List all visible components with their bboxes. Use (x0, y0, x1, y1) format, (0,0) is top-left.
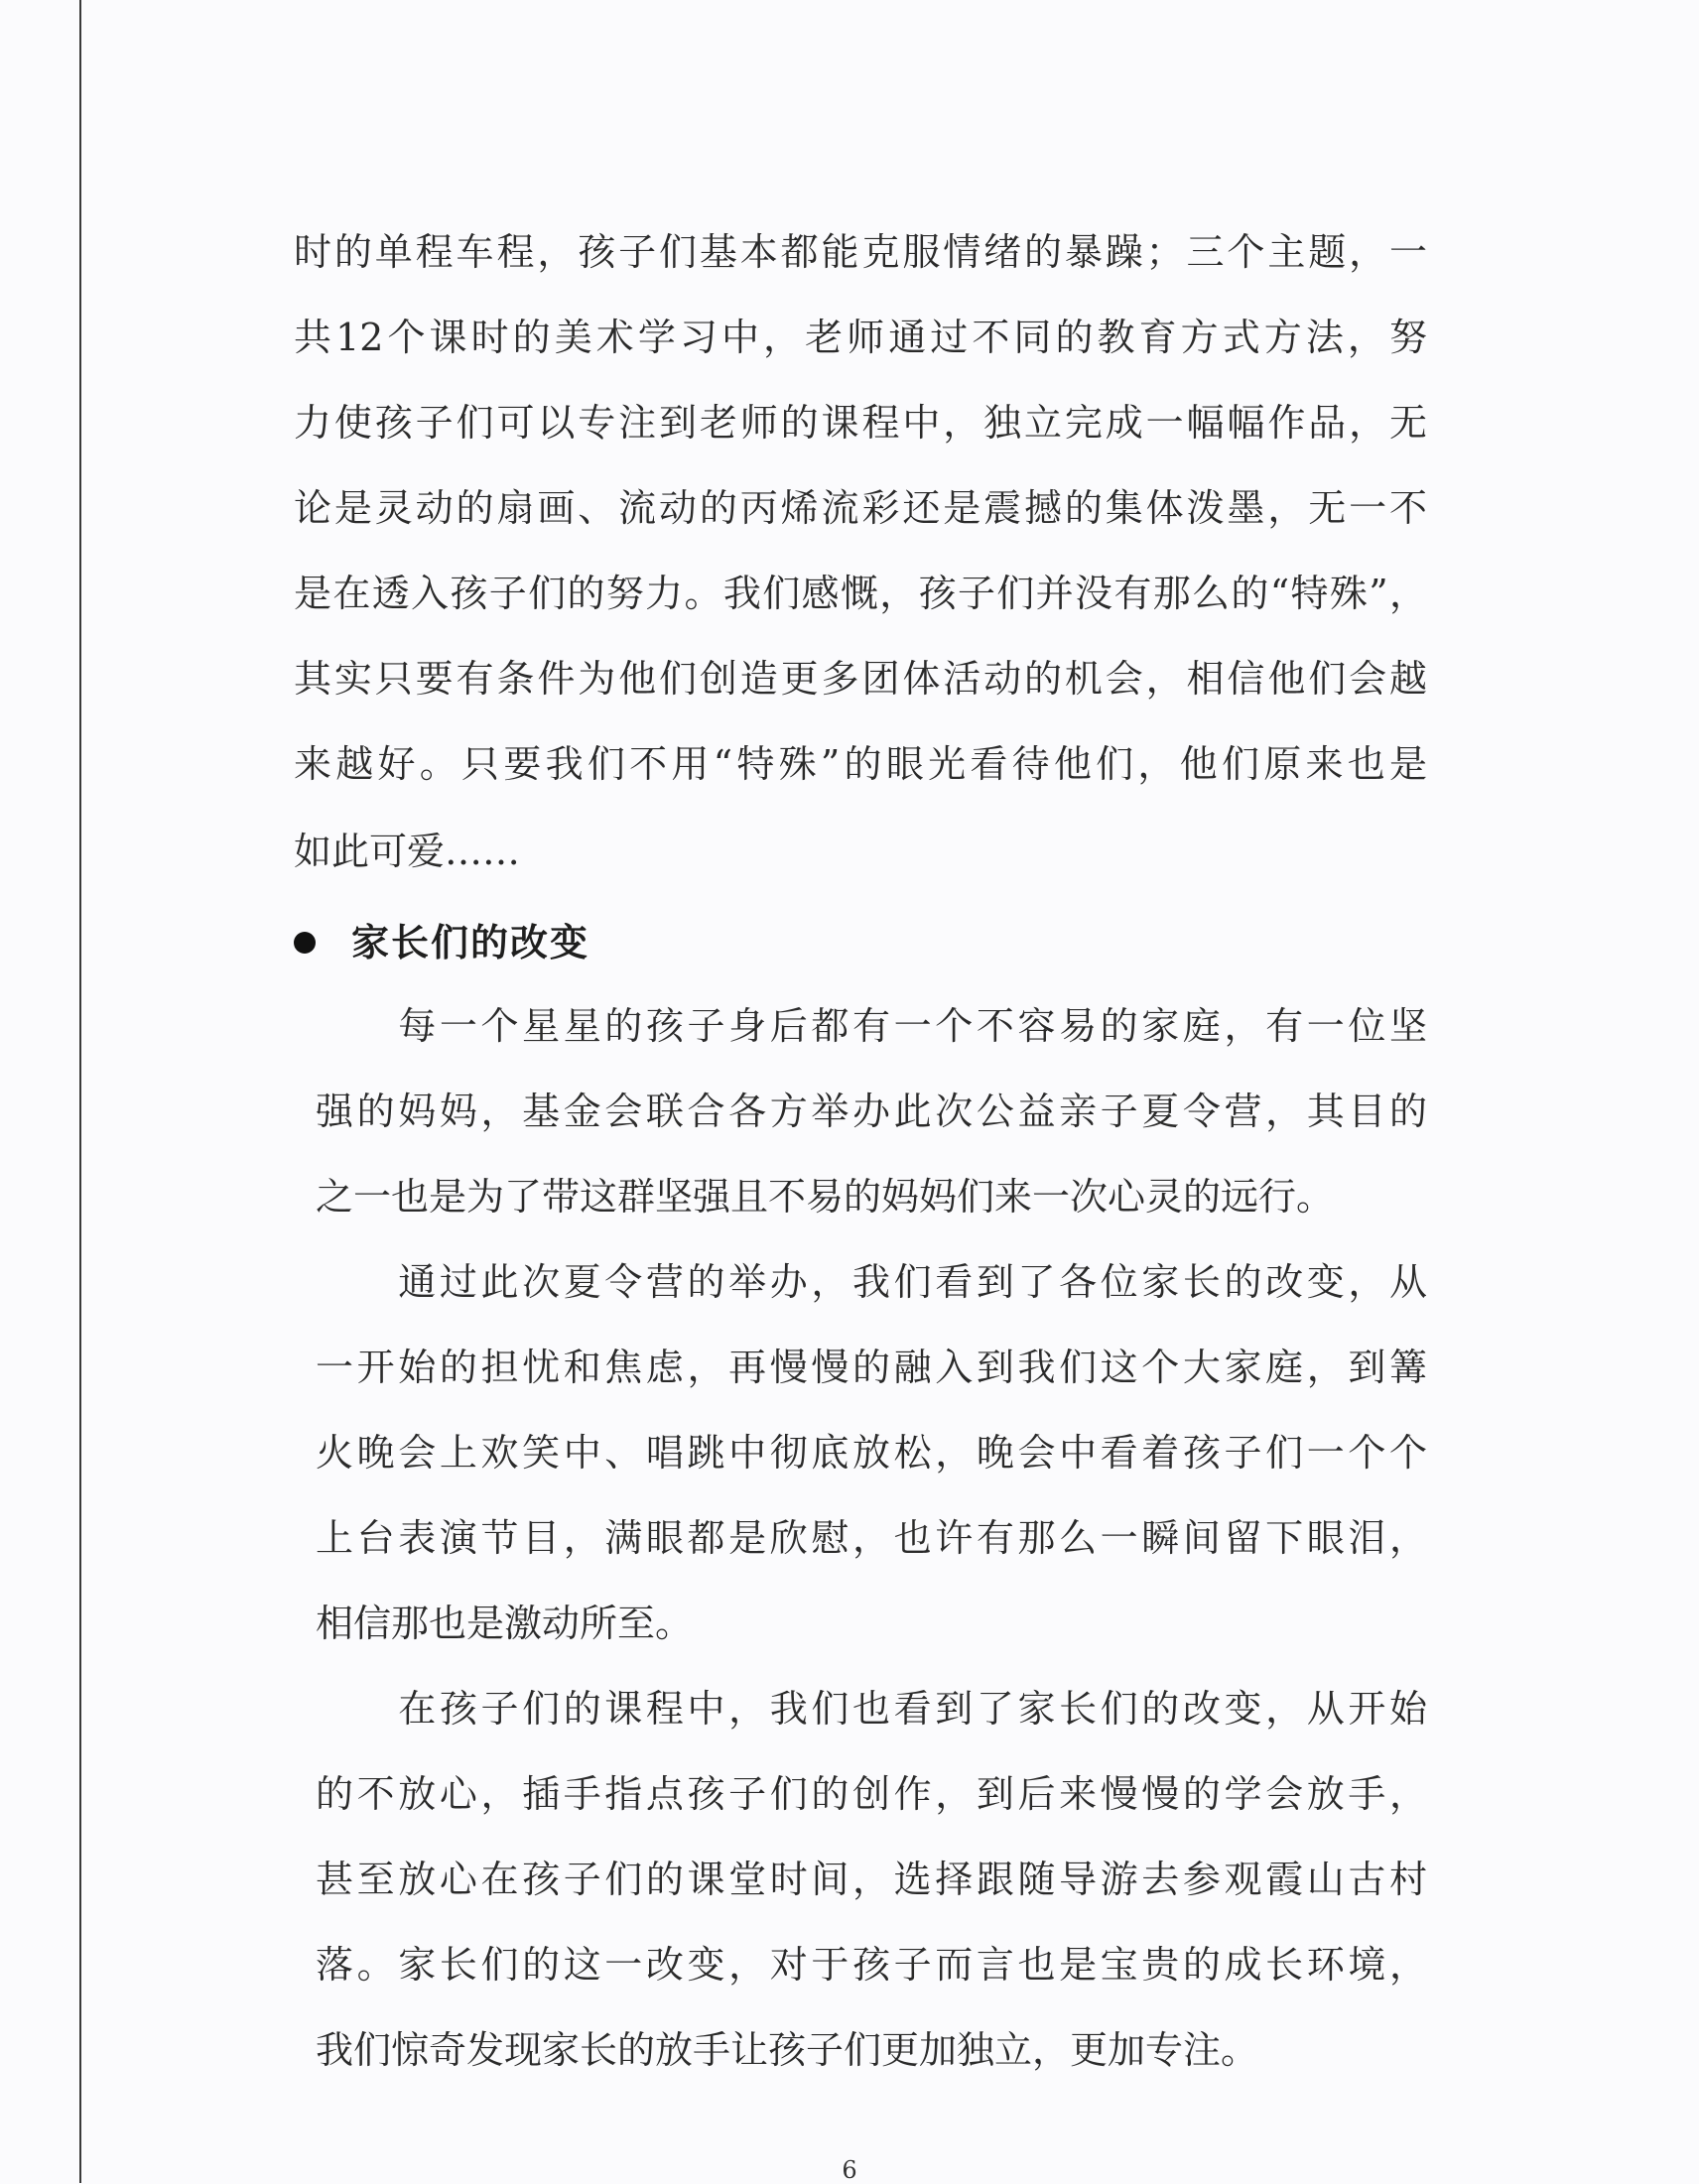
text-line: 每一个星星的孩子身后都有一个不容易的家庭，有一位坚 (316, 1004, 1427, 1048)
text-line: 力使孩子们可以专注到老师的课程中，独立完成一幅幅作品，无 (294, 401, 1427, 445)
text-line: 甚至放心在孩子们的课堂时间，选择跟随导游去参观霞山古村 (316, 1858, 1427, 1901)
text-line: 在孩子们的课程中，我们也看到了家长们的改变，从开始 (316, 1687, 1427, 1731)
section-heading (294, 919, 589, 966)
text-line: 火晚会上欢笑中、唱跳中彻底放松，晚会中看着孩子们一个个 (316, 1431, 1427, 1475)
page-number: 6 (842, 2156, 857, 2184)
text-line: 相信那也是激动所至。 (316, 1602, 694, 1645)
text-line: 如此可爱…… (294, 830, 521, 873)
section-heading-text: 家长们的改变 (351, 920, 590, 964)
text-line: 之一也是为了带这群坚强且不易的妈妈们来一次心灵的远行。 (316, 1175, 1335, 1219)
bullet-icon (294, 932, 316, 954)
text-line: 强的妈妈，基金会联合各方举办此次公益亲子夏令营，其目的 (316, 1090, 1427, 1133)
text-line: 上台表演节目，满眼都是欣慰，也许有那么一瞬间留下眼泪， (316, 1516, 1427, 1560)
text-line: 通过此次夏令营的举办，我们看到了各位家长的改变，从 (316, 1260, 1427, 1304)
text-line: 是在透入孩子们的努力。我们感慨，孩子们并没有那么的“特殊”， (294, 572, 1427, 615)
text-line: 来越好。只要我们不用“特殊”的眼光看待他们，他们原来也是 (294, 742, 1427, 786)
text-line: 论是灵动的扇画、流动的丙烯流彩还是震撼的集体泼墨，无一不 (294, 486, 1427, 530)
text-line: 共12个课时的美术学习中，老师通过不同的教育方式方法，努 (294, 316, 1427, 359)
text-line: 落。家长们的这一改变，对于孩子而言也是宝贵的成长环境， (316, 1943, 1427, 1987)
text-line: 一开始的担忧和焦虑，再慢慢的融入到我们这个大家庭，到篝 (316, 1346, 1427, 1389)
text-line: 其实只要有条件为他们创造更多团体活动的机会，相信他们会越 (294, 657, 1427, 701)
text-line: 时的单程车程，孩子们基本都能克服情绪的暴躁；三个主题，一 (294, 230, 1427, 274)
text-line: 的不放心，插手指点孩子们的创作，到后来慢慢的学会放手， (316, 1772, 1427, 1816)
text-line: 我们惊奇发现家长的放手让孩子们更加独立，更加专注。 (316, 2028, 1259, 2072)
